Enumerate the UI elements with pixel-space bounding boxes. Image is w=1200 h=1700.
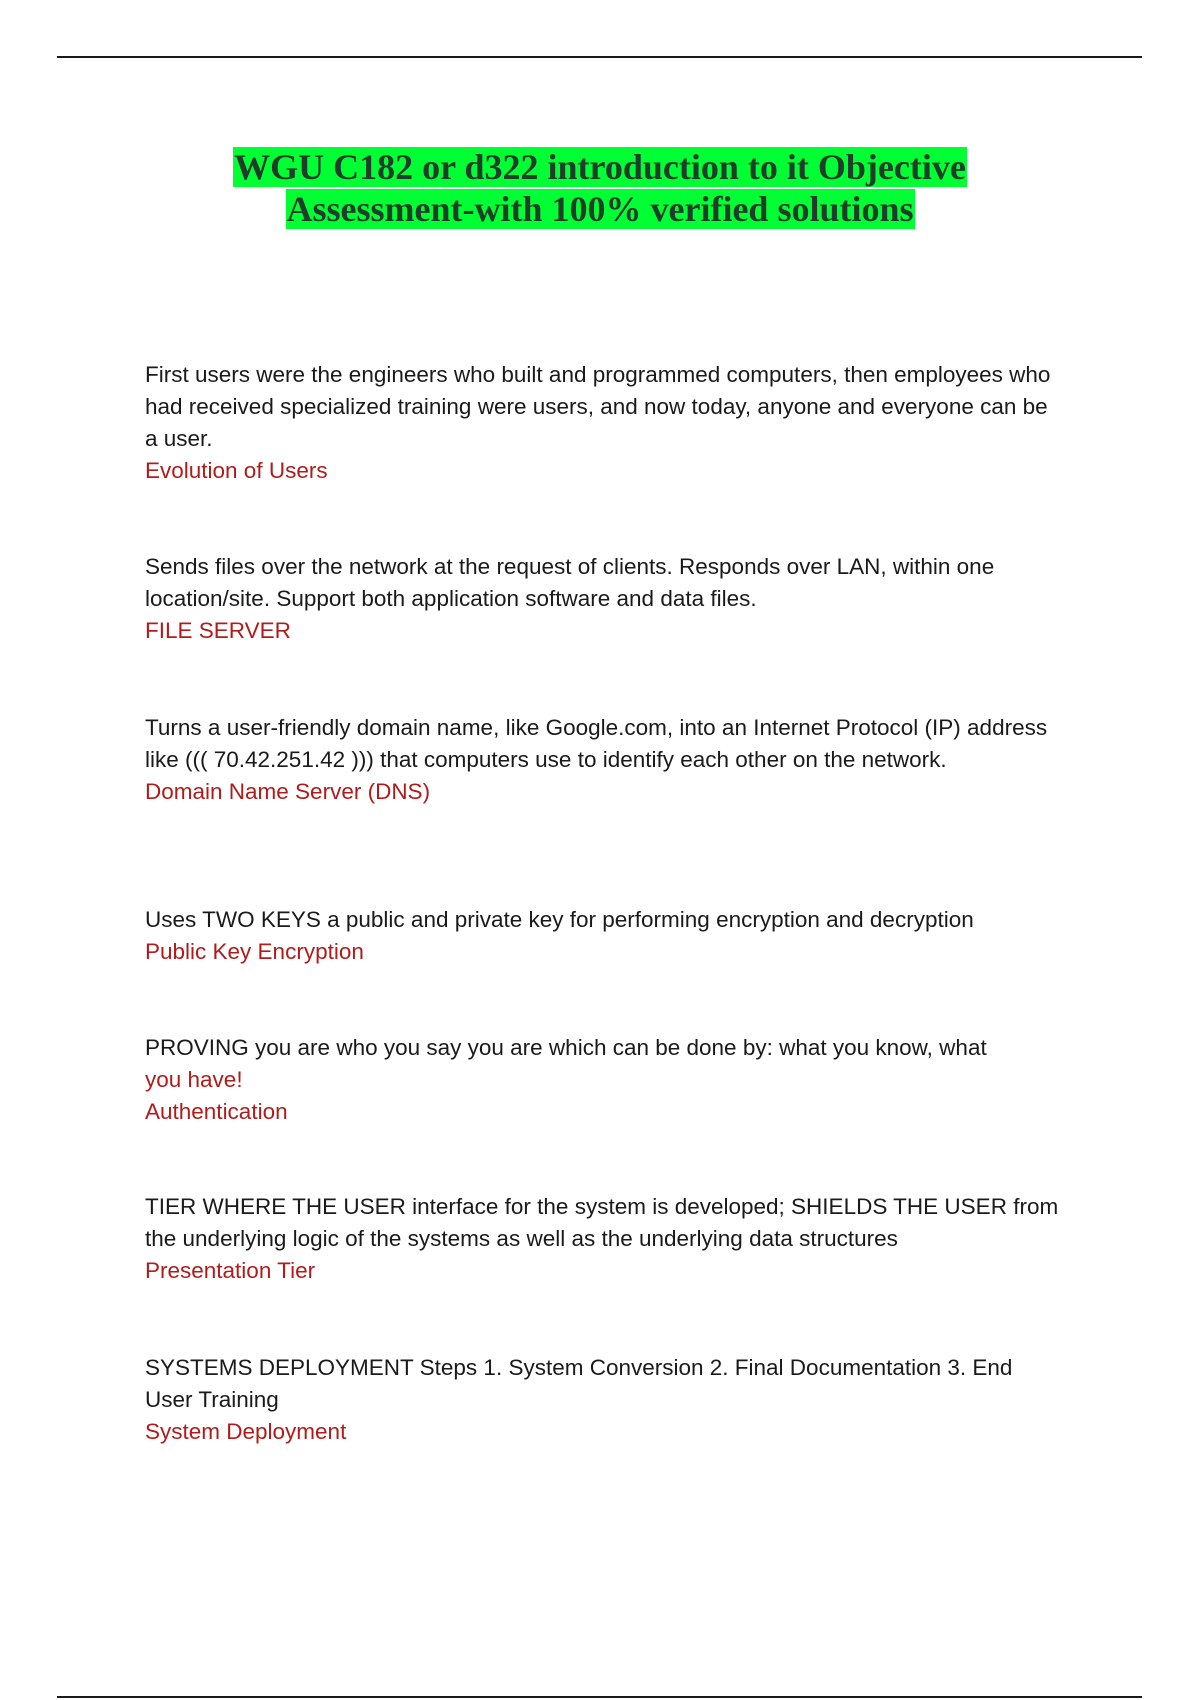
answer-text: System Deployment [145,1419,347,1444]
question-text: Turns a user-friendly domain name, like Google.com, into an Internet Protocol (IP) address like ((( 70.42.251.42 ))) that computers use to identify each other on the network. [145,715,1048,772]
qa-item-dns [145,712,1065,808]
qa-item-presentation-tier [145,1191,1065,1287]
question-text: Sends files over the network at the request of clients. Responds over LAN, within one location/site. Support both application software and data files. [145,554,995,611]
question-text: Uses TWO KEYS a public and private key for performing encryption and decryption [145,907,974,932]
question-text: TIER WHERE THE USER interface for the system is developed; SHIELDS THE USER from the underlying logic of the systems as well as the underlying data structures [145,1194,1059,1251]
question-text: SYSTEMS DEPLOYMENT Steps 1. System Conversion 2. Final Documentation 3. End User Training [145,1355,1013,1412]
answer-text: Presentation Tier [145,1258,316,1283]
question-text [145,1032,1065,1096]
qa-item-public-key-encryption [145,904,1065,968]
answer-text: Evolution of Users [145,458,328,483]
qa-item-system-deployment [145,1352,1065,1448]
title-line-2: Assessment-with 100% verified solutions [286,189,914,229]
document-title [0,146,1200,230]
qa-item-authentication [145,1032,1065,1128]
footer-rule [57,1696,1142,1698]
question-main-text: PROVING you are who you say you are which can be done by: what you know, what [145,1035,987,1060]
qa-item-evolution-of-users [145,359,1065,487]
title-line-1: WGU C182 or d322 introduction to it Objective [234,147,966,187]
answer-text: Public Key Encryption [145,939,364,964]
answer-text: Domain Name Server (DNS) [145,779,431,804]
answer-text: Authentication [145,1099,288,1124]
qa-item-file-server [145,551,1065,647]
question-text: First users were the engineers who built and programmed computers, then employees who had received specialized training were users, and now today, anyone and everyone can be a user. [145,362,1051,451]
header-rule [57,56,1142,58]
answer-text: FILE SERVER [145,618,291,643]
question-red-tail: you have! [145,1067,243,1092]
